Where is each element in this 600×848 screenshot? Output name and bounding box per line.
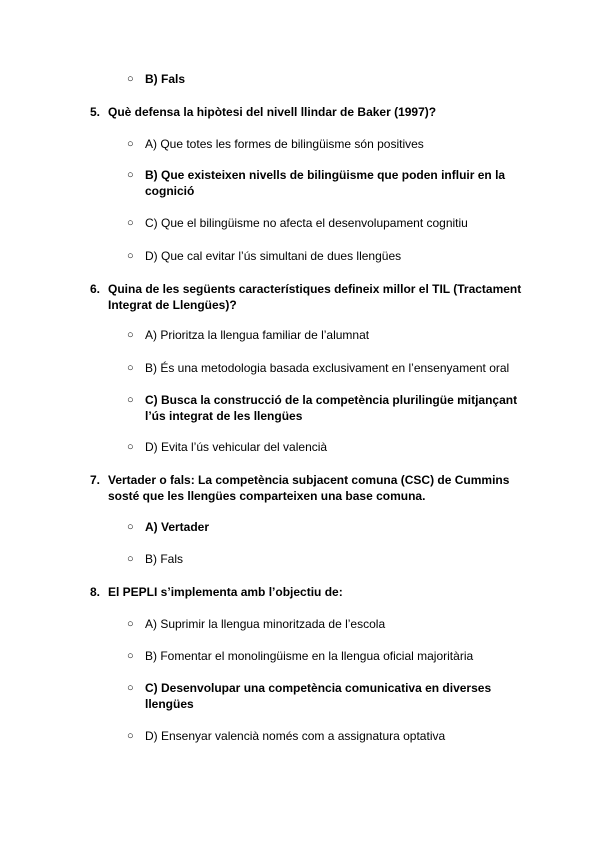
circle-bullet-icon: ○ [127, 138, 134, 150]
question-7 [90, 472, 530, 504]
q6-option-d: ○ D) Evita l’ús vehicular del valencià [127, 440, 328, 454]
circle-bullet-icon: ○ [127, 362, 134, 374]
question-text: Vertader o fals: La competència subjacent comuna (CSC) de Cummins sosté que les llengües comparteixen una base comuna. [108, 473, 510, 503]
circle-bullet-icon: ○ [127, 250, 134, 262]
q4-option-b: ○ B) Fals [127, 72, 186, 86]
circle-bullet-icon: ○ [127, 730, 134, 742]
q5-option-d: ○ D) Que cal evitar l’ús simultani de dues llengües [127, 249, 402, 263]
question-6 [90, 281, 530, 313]
circle-bullet-icon: ○ [127, 217, 134, 229]
q8-option-d: ○ D) Ensenyar valencià només com a assignatura optativa [127, 729, 446, 743]
q7-option-a: ○ A) Vertader [127, 520, 210, 534]
q5-option-c: ○ C) Que el bilingüisme no afecta el desenvolupament cognitiu [127, 216, 468, 230]
q5-option-b: ○ B) Que existeixen nivells de bilingüisme que poden influir en la cognició [127, 168, 506, 198]
circle-bullet-icon: ○ [127, 73, 134, 85]
question-8 [90, 584, 530, 600]
q5-option-a: ○ A) Que totes les formes de bilingüisme són positives [127, 137, 424, 151]
circle-bullet-icon: ○ [127, 394, 134, 406]
q8-option-b: ○ B) Fomentar el monolingüisme en la llengua oficial majoritària [127, 649, 474, 663]
circle-bullet-icon: ○ [127, 650, 134, 662]
circle-bullet-icon: ○ [127, 169, 134, 181]
circle-bullet-icon: ○ [127, 553, 134, 565]
circle-bullet-icon: ○ [127, 441, 134, 453]
question-text: El PEPLI s’implementa amb l’objectiu de: [108, 585, 343, 599]
q7-option-b: ○ B) Fals [127, 552, 184, 566]
q8-option-c: ○ C) Desenvolupar una competència comunicativa en diverses llengües [127, 681, 492, 711]
question-text: Què defensa la hipòtesi del nivell llindar de Baker (1997)? [108, 105, 437, 119]
q8-option-a: ○ A) Suprimir la llengua minoritzada de l’escola [127, 617, 386, 631]
question-number: 6. [90, 282, 101, 296]
q6-option-a: ○ A) Prioritza la llengua familiar de l’alumnat [127, 328, 370, 342]
q6-option-c: ○ C) Busca la construcció de la competència plurilingüe mitjançant l’ús integrat de les llengües [127, 393, 518, 423]
circle-bullet-icon: ○ [127, 682, 134, 694]
question-5 [90, 104, 530, 120]
question-number: 5. [90, 105, 101, 119]
circle-bullet-icon: ○ [127, 329, 134, 341]
question-number: 7. [90, 473, 101, 487]
question-number: 8. [90, 585, 101, 599]
circle-bullet-icon: ○ [127, 618, 134, 630]
q6-option-b: ○ B) És una metodologia basada exclusivament en l’ensenyament oral [127, 361, 510, 375]
circle-bullet-icon: ○ [127, 521, 134, 533]
question-text: Quina de les següents característiques defineix millor el TIL (Tractament Integrat de Llengües)? [108, 282, 522, 312]
